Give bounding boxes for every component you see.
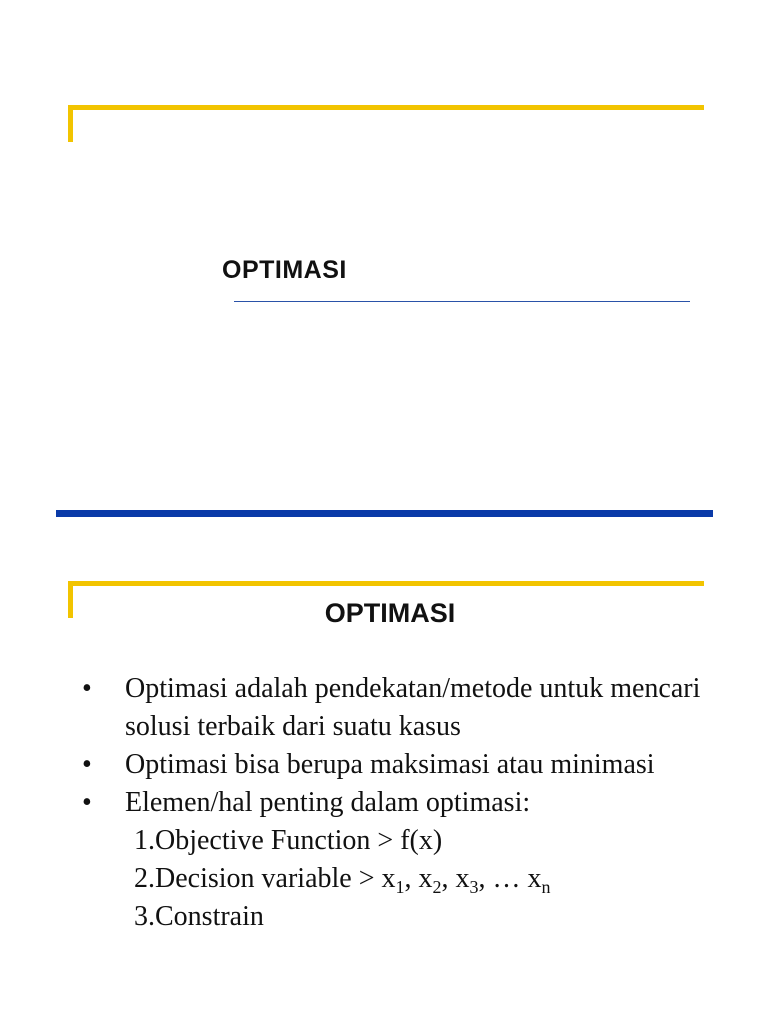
yellow-accent-tick [68,105,73,142]
sub-item-objective-function: 1.Objective Function > f(x) [134,825,443,856]
sub-list [82,822,722,936]
yellow-accent-line [68,105,704,110]
separator: , … x [478,863,542,894]
bullet-text: Elemen/hal penting dalam optimasi: [125,787,531,818]
bullet-symbol: • [82,673,92,704]
title-underline [234,301,690,302]
separator: , x [441,863,470,894]
yellow-accent-line [68,581,704,586]
slide-2-title: OPTIMASI [324,598,456,628]
bullet-symbol: • [82,787,92,818]
sub-item-decision-variable [134,860,722,898]
slide-2 [0,520,768,1024]
bullet-text: Optimasi adalah pendekatan/metode untuk mencari solusi terbaik dari suatu kasus [125,673,701,742]
bullet-text: Optimasi bisa berupa maksimasi atau minimasi [125,749,655,780]
subscript: 2 [432,877,442,897]
slide-divider [56,510,713,517]
subscript: 1 [395,877,405,897]
subscript: n [541,877,551,897]
bullet-item [82,746,722,784]
bullet-symbol: • [82,749,92,780]
decision-variable-text: 2.Decision variable > x [134,863,396,894]
subscript: 3 [469,877,479,897]
bullet-list [82,670,722,936]
bullet-item [82,784,722,822]
separator: , x [404,863,433,894]
bullet-item [82,670,722,746]
sub-item-constrain: 3.Constrain [134,901,264,932]
slide-1-title: OPTIMASI [222,256,347,284]
